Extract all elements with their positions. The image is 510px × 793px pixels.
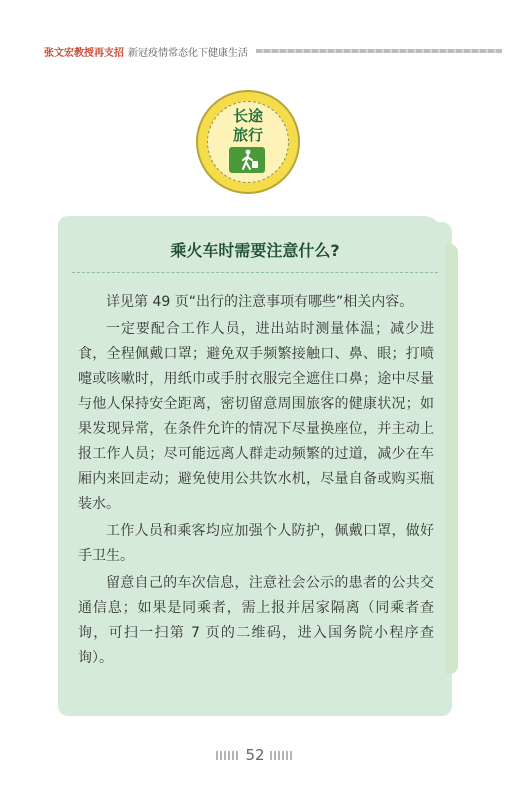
- header-rule: [256, 49, 502, 53]
- section-badge: [196, 90, 300, 194]
- page-footer: [0, 746, 510, 764]
- info-card: [58, 222, 452, 716]
- traveler-with-luggage-icon: [229, 147, 265, 173]
- book-subtitle: 新冠疫情常态化下健康生活: [128, 47, 248, 59]
- book-title: 张文宏教授再支招: [44, 47, 124, 59]
- card-body: [78, 290, 434, 673]
- paragraph: 留意自己的车次信息，注意社会公示的患者的公共交通信息；如果是同乘者，需上报并居家隔离（同乘者查询，可扫一扫第 7 页的二维码，进入国务院小程序查询）。: [78, 575, 434, 666]
- footer-bars-right: [270, 751, 294, 760]
- footer-bars-left: [216, 751, 240, 760]
- card-fold-edge: [446, 244, 458, 674]
- running-header: [44, 44, 502, 58]
- paragraph: 一定要配合工作人员，进出站时测量体温；减少进食，全程佩戴口罩；避免双手频繁接触口、鼻、眼；打喷嚏或咳嗽时，用纸巾或手肘衣服完全遮住口鼻；途中尽量与他人保持安全距离，密切留意周围旅客的健康状况；如果发现异常，在条件允许的情况下尽量换座位，并主动上报工作人员；尽可能远离人群走动频繁的过道，减少在车厢内来回走动；避免使用公共饮水机，尽量自备或购买瓶装水。: [78, 321, 434, 512]
- section-badge-inner: [207, 101, 289, 183]
- card-divider: [72, 272, 438, 273]
- badge-line-1: 长途: [232, 107, 263, 125]
- section-badge-title: [208, 107, 288, 145]
- badge-line-2: 旅行: [232, 126, 263, 144]
- page-number: 52: [245, 746, 265, 764]
- card-title: 乘火车时需要注意什么?: [170, 241, 340, 260]
- paragraph: 工作人员和乘客均应加强个人防护，佩戴口罩，做好手卫生。: [78, 523, 434, 564]
- paragraph: 详见第 49 页“出行的注意事项有哪些”相关内容。: [106, 294, 414, 310]
